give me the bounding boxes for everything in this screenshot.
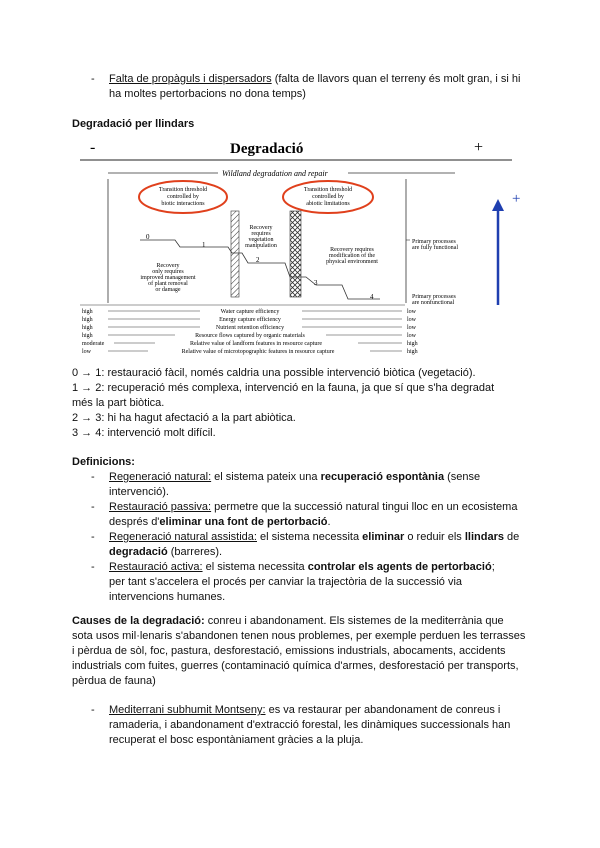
example-line3: recuperat el bosc espontàniament gràcies a la pluja.: [109, 734, 364, 746]
example-line1: [109, 703, 539, 718]
example-text: es va restaurar per abandonament de conreus i: [265, 704, 501, 716]
state-0: 0: [146, 233, 150, 241]
row-label: Nutrient retention efficiency: [215, 325, 285, 331]
bullet-rest: (falta de llavors quan el terreny és molt gran, i si hi: [271, 73, 521, 85]
recovery-left-line3: improved management: [140, 275, 196, 281]
threshold-biotic-line1: Transition threshold: [158, 187, 208, 193]
definition-text: ;: [491, 561, 495, 573]
row-left: high: [82, 325, 93, 331]
figure-subtitle: Wildland degradation and repair: [222, 169, 328, 178]
abiotic-barrier: [290, 211, 301, 297]
definition-text: de: [503, 531, 520, 543]
efficiency-rows: [82, 308, 418, 355]
recovery-left-line5: or damage: [155, 287, 181, 293]
definition-bold: llindars: [464, 531, 504, 543]
banner-minus: -: [90, 139, 96, 156]
causes-line5: pèrdua de fauna): [72, 675, 156, 687]
row-label: Water capture efficiency: [220, 309, 280, 315]
recovery-left-line2: only requires: [152, 269, 184, 275]
primary-func-line1: Primary processes: [412, 239, 456, 245]
primary-nonfunc-line2: are nonfunctional: [412, 300, 455, 306]
threshold-abiotic-line2: controlled by: [312, 194, 344, 200]
state-2: 2: [256, 256, 260, 264]
row-label: Relative value of microtopographic features in resource capture: [181, 349, 335, 355]
definition-text: (barreres).: [167, 546, 223, 558]
definition-line2: [109, 545, 222, 560]
definition-text: el sistema pateix una: [211, 471, 321, 483]
state-1: 1: [202, 241, 206, 249]
transition-2-3: 2 → 3: hi ha hagut afectació a la part abiòtica.: [72, 412, 296, 424]
recovery-left-line4: of plant removal: [148, 281, 188, 287]
row-label: Resource flows captured by organic materials: [195, 333, 305, 339]
row-right: high: [407, 341, 418, 347]
definition-bold: degradació: [109, 546, 168, 558]
section-heading: Degradació per llindars: [72, 118, 195, 130]
threshold-biotic-line2: controlled by: [167, 194, 199, 200]
primary-nonfunc-line1: Primary processes: [412, 294, 456, 300]
banner-title: Degradació: [230, 141, 304, 157]
row-right: low: [407, 325, 416, 331]
row-label: Relative value of landform features in resource capture: [189, 341, 323, 347]
threshold-abiotic-line1: Transition threshold: [303, 187, 353, 193]
row-right: low: [407, 309, 416, 315]
bullet-dash: -: [91, 501, 95, 513]
definition-text: o reduir els: [404, 531, 465, 543]
definition-item: [109, 530, 539, 545]
transition-3-4: 3 → 4: intervenció molt difícil.: [72, 427, 216, 439]
definition-bold: eliminar una font de pertorbació: [159, 516, 328, 528]
definition-text: (sense: [444, 471, 481, 483]
row-left: high: [82, 333, 93, 339]
bullet-line2: ha moltes pertorbacions no dona temps): [109, 88, 306, 100]
row-left: high: [82, 317, 93, 323]
bullet-dash: -: [91, 561, 95, 573]
causes-line4: industrials com fuites, guerres (contaminació química d'armes, desforestació per transports,: [72, 660, 519, 672]
definition-line2: intervenció).: [109, 486, 169, 498]
definition-line2: per tant s'accelera el procés per canviar la trajectòria de la successió via: [109, 576, 463, 588]
row-right: high: [407, 349, 418, 355]
definitions-heading: Definicions:: [72, 456, 135, 468]
definition-text: permetre que la successió natural tingui lloc en un ecosistema: [211, 501, 518, 513]
definition-item: [109, 500, 539, 515]
bullet-dash: -: [91, 704, 95, 716]
bullet-text: [109, 72, 529, 87]
threshold-abiotic-line3: abiotic limitations: [306, 201, 350, 207]
definition-term: Regeneració natural:: [109, 471, 212, 483]
side-plus: +: [512, 191, 521, 207]
row-left: high: [82, 309, 93, 315]
recovery-veg-line2: requires: [251, 231, 271, 237]
bullet-dash: -: [91, 471, 95, 483]
blue-arrow-head: [492, 199, 504, 211]
definition-text: .: [327, 516, 331, 528]
definition-item: [109, 470, 529, 485]
recovery-veg-line3: vegetation: [248, 237, 274, 243]
causes-heading: Causes de la degradació:: [72, 615, 205, 627]
row-right: low: [407, 333, 416, 339]
banner-plus: +: [474, 139, 484, 156]
degradation-figure: [80, 135, 530, 360]
primary-func-line2: are fully functional: [412, 245, 458, 251]
definition-item: [109, 560, 539, 575]
bullet-dash: -: [91, 531, 95, 543]
bullet-term: Falta de propàguls i dispersadors: [109, 73, 272, 85]
state-4: 4: [370, 293, 374, 301]
definition-line3: intervencions humanes.: [109, 591, 226, 603]
causes-line1: [72, 614, 504, 629]
recovery-left-line1: Recovery: [156, 263, 180, 269]
transition-1-2-line2: més la part biòtica.: [72, 397, 165, 409]
recovery-veg-line4: manipulation: [245, 243, 277, 249]
transition-0-1: 0 → 1: restauració fàcil, només caldria una possible intervenció biòtica (vegetació).: [72, 367, 476, 379]
recovery-veg-line1: Recovery: [249, 225, 273, 231]
definition-text: el sistema necessita: [202, 561, 308, 573]
biotic-barrier: [231, 211, 239, 297]
causes-text: conreu i abandonament. Els sistemes de la mediterrània que: [204, 615, 504, 627]
causes-line2: sota usos mil·lenaris s'abandonen tenen nous problemes, per exemple perduen les terrasses: [72, 630, 526, 642]
example-term: Mediterrani subhumit Montseny:: [109, 704, 266, 716]
row-left: low: [82, 349, 91, 355]
definition-text: el sistema necessita: [256, 531, 363, 543]
causes-line3: i pèrdua de sòl, foc, pastura, desforestació, emissions industrials, abocaments, accidents: [72, 645, 506, 657]
row-right: low: [407, 317, 416, 323]
definition-bold: recuperació espontània: [320, 471, 445, 483]
transition-1-2-line1: 1 → 2: recuperació més complexa, intervenció en la fauna, ja que sí que s'ha degradat: [72, 382, 495, 394]
state-3: 3: [314, 279, 318, 287]
bullet-dash: -: [91, 73, 95, 85]
definition-term: Regeneració natural assistida:: [109, 531, 257, 543]
recovery-phys-line1: Recovery requires: [330, 247, 374, 253]
example-line2: ramaderia, i abandonament d'extracció forestal, les dinàmiques successionals han: [109, 719, 511, 731]
recovery-phys-line2: modification of the: [329, 253, 375, 259]
recovery-phys-line3: physical environment: [326, 259, 378, 265]
definition-line2: [109, 515, 331, 530]
row-left: moderate: [82, 341, 105, 347]
definition-bold: eliminar: [362, 531, 405, 543]
definition-term: Restauració passiva:: [109, 501, 212, 513]
definition-term: Restauració activa:: [109, 561, 203, 573]
definition-text: després d': [109, 516, 160, 528]
row-label: Energy capture efficiency: [219, 317, 281, 323]
definition-bold: controlar els agents de pertorbació: [307, 561, 492, 573]
threshold-biotic-line3: biotic interactions: [161, 201, 205, 207]
